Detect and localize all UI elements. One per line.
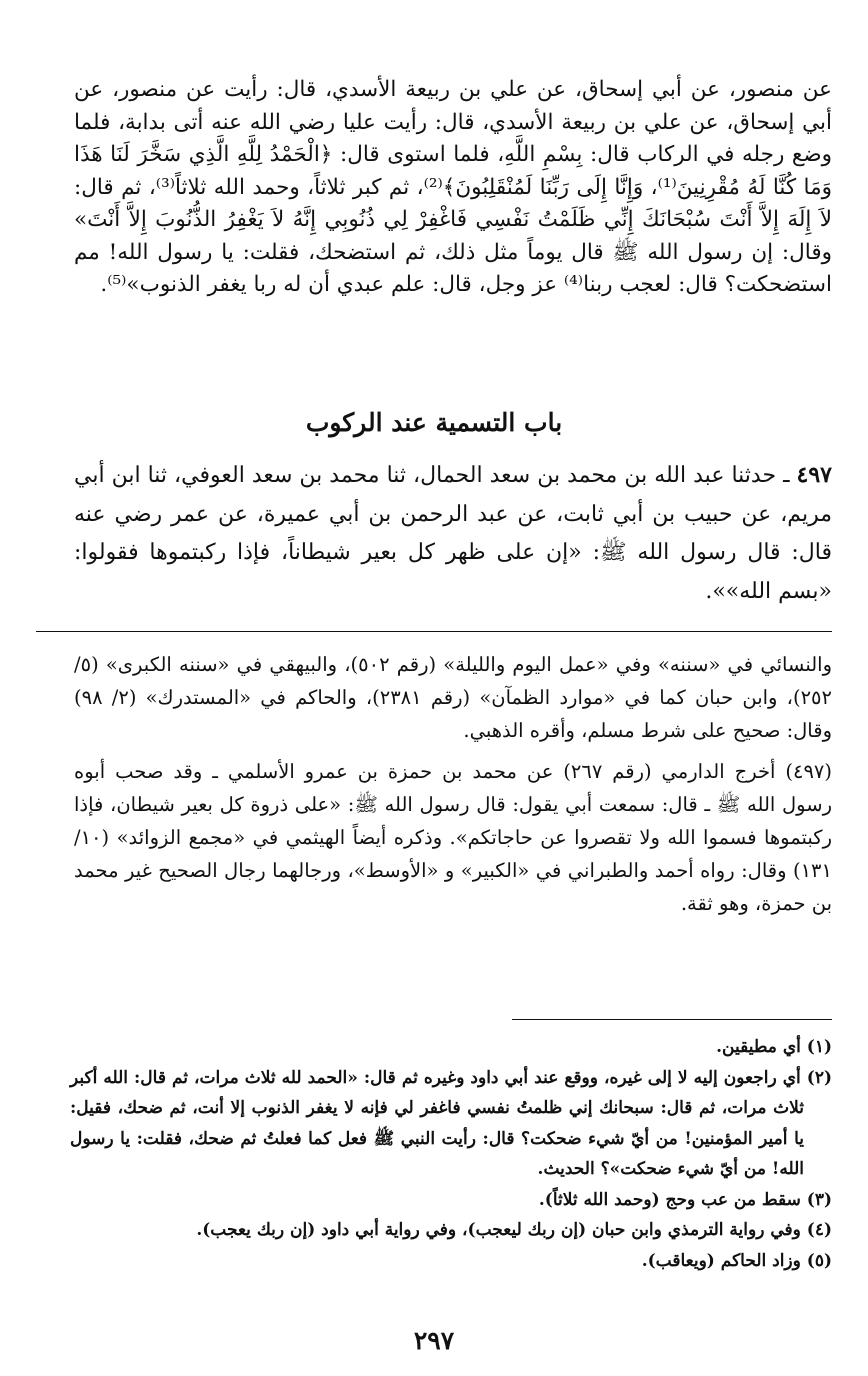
main-notes-separator [36, 631, 832, 632]
footnotes [70, 1032, 832, 1276]
footnote-5: (٥) وزاد الحاكم (ويعاقب). [641, 1250, 832, 1271]
main-text-block [74, 74, 832, 302]
footnote-separator [512, 1019, 832, 1020]
footnote-2: (٢) أي راجعون إليه لا إلى غيره، ووقع عند أبي داود وغيره ثم قال: «الحمد لله ثلاث مرات، ثم قال: الله أكبر ثلاث مرات، ثم قال: سبحانك إني ظلمتُ نفسي فاغفر لي فإنه لا يغفر الذنوب إلا أنت، ثم ضحك، فقيل: يا أمير المؤمنين! من أيّ شيء ضحكت؟ قال: رأيت النبي ﷺ فعل كما فعلتُ ثم ضحك، فقلت: يا رسول الله! من أيّ شيء ضحكت»؟ الحديث. [70, 1067, 832, 1179]
note-paragraph: والنسائي في «سننه» وفي «عمل اليوم والليلة» (رقم ٥٠٢)، والبيهقي في «سننه الكبرى» (٥/ ٢٥٢)، وابن حبان كما في «موارد الظمآن» (رقم ٢٣٨١)، والحاكم في «المستدرك» (٢/ ٩٨) وقال: صحيح على شرط مسلم، وأقره الذهبي. [74, 653, 832, 742]
footnote-4: (٤) وفي رواية الترمذي وابن حبان (إن ربك ليعجب)، وفي رواية أبي داود (إن ربك يعجب). [196, 1220, 832, 1240]
chapter-heading: باب التسمية عند الركوب [305, 408, 563, 437]
hadith-text: ـ حدثنا عبد الله بن محمد بن سعد الحمال، ثنا محمد بن سعد العوفي، ثنا ابن أبي مريم، عن حبيب بن أبي ثابت، عن عبد الرحمن بن أبي عميرة، عن عمر رضي عنه قال: قال رسول الله ﷺ: «إن على ظهر كل بعير شيطاناً، فإذا ركبتموها فقولوا: «بسم الله»». [74, 463, 832, 604]
note-paragraph: (٤٩٧) أخرج الدارمي (رقم ٢٦٧) عن محمد بن حمزة بن عمرو الأسلمي ـ وقد صحب أبوه رسول الله ﷺ ـ قال: سمعت أبي يقول: قال رسول الله ﷺ: «على ذروة كل بعير شيطان، فإذا ركبتموها فسموا الله ولا تقصروا عن حاجاتكم». وذكره أيضاً الهيثمي في «مجمع الزوائد» (١٠/ ١٣١) وقال: رواه أحمد والطبراني في «الكبير» و «الأوسط»، ورجالهما رجال الصحيح غير محمد بن حمزة، وهو ثقة. [74, 760, 833, 915]
hadith-number: ٤٩٧ [796, 462, 832, 488]
footnote-3: (٣) سقط من عب وحج (وحمد الله ثلاثاً). [538, 1189, 832, 1210]
page-number: ٢٩٧ [413, 1326, 455, 1355]
hadith-block [74, 456, 832, 611]
takhrij-notes [74, 648, 832, 928]
main-paragraph: عن منصور، عن أبي إسحاق، عن علي بن ربيعة الأسدي، قال: رأيت عن منصور، عن أبي إسحاق، عن علي بن ربيعة الأسدي، قال: رأيت عليا رضي الله عنه أتى بدابة، فلما وضع رجله في الركاب قال: بِسْمِ اللَّهِ، فلما استوى قال: ﴿الْحَمْدُ لِلَّهِ الَّذِي سَخَّرَ لَنَا هَذَا وَمَا كُنَّا لَهُ مُقْرِنِينَ⁽¹⁾، وَإِنَّا إِلَى رَبِّنَا لَمُنْقَلِبُونَ﴾⁽²⁾، ثم كبر ثلاثاً، وحمد الله ثلاثاً⁽³⁾، ثم قال: لاَ إِلَهَ إِلاَّ أَنْتَ سُبْحَانَكَ إِنِّي ظَلَمْتُ نَفْسِي فَاغْفِرْ لِي ذُنُوبِي إِنَّهُ لاَ يَغْفِرُ الذُّنُوبَ إِلاَّ أَنْتَ» وقال: إن رسول الله ﷺ قال يوماً مثل ذلك، ثم استضحك، فقلت: يا رسول الله! مم استضحكت؟ قال: لعجب ربنا⁽⁴⁾ عز وجل، قال: علم عبدي أن له ربا يغفر الذنوب»⁽⁵⁾. [74, 77, 832, 297]
footnote-1: (١) أي مطيقين. [716, 1037, 832, 1057]
